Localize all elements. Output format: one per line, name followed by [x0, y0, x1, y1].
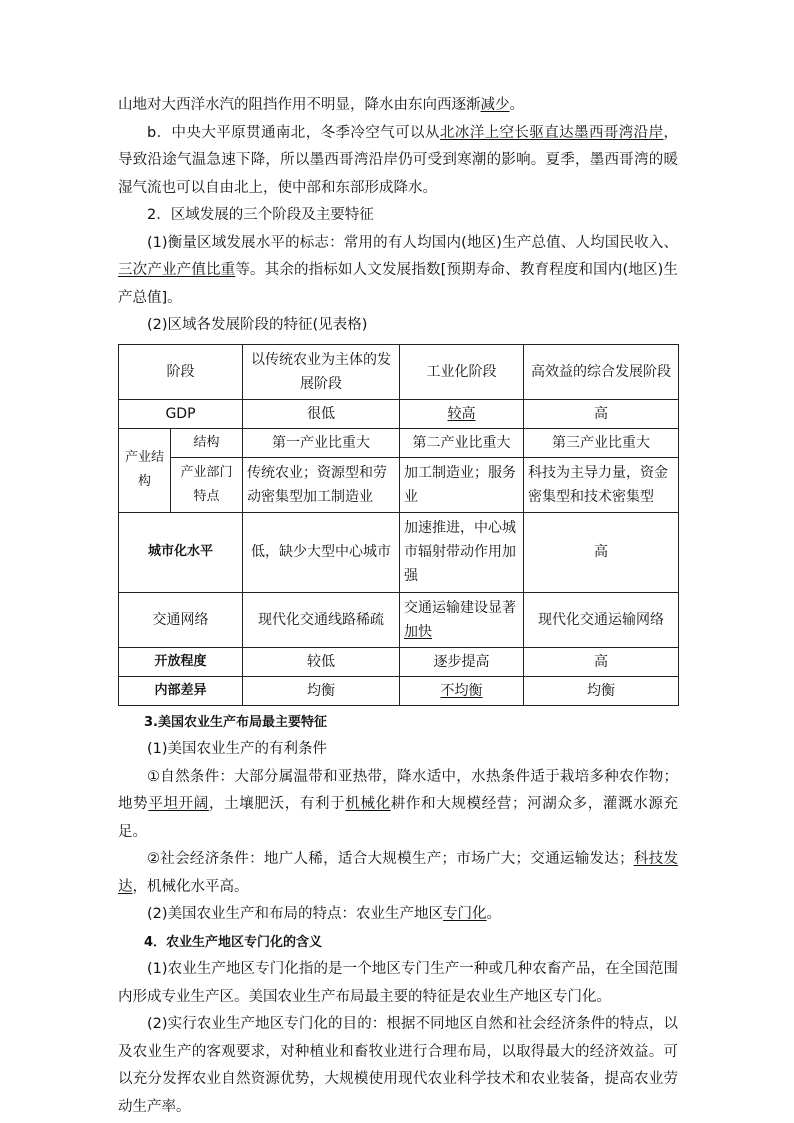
table-row-gdp: GDP 很低 较高 高	[119, 399, 679, 428]
table-row-transport: 交通网络 现代化交通线路稀疏 交通运输建设显著加快 现代化交通运输网络	[119, 592, 679, 647]
paragraph-natural-conditions: ①自然条件：大部分属温带和亚热带，降水适中，水热条件适于栽培多种农作物；地势平坦开阔，土壤肥沃，有利于机械化耕作和大规模经营；河湖众多，灌溉水源充足。	[118, 768, 679, 840]
paragraph-specialization-purpose: (2)实行农业生产地区专门化的目的：根据不同地区自然和社会经济条件的特点，以及农业生产的客观要求，对种植业和畜牧业进行合理布局，以取得最大的经济效益。可以充分发挥农业自然资源优势，大规模使用现代农业科学技术和农业装备，提高农业劳动生产率。	[118, 1016, 678, 1115]
paragraph-central-plain: b．中央大平原贯通南北，冬季冷空气可以从北冰洋上空长驱直达墨西哥湾沿岸，导致沿途气温急速下降，所以墨西哥湾沿岸仍可受到寒潮的影响。夏季，墨西哥湾的暖湿气流也可以自由北上，使中部和东部形成降水。	[118, 124, 679, 196]
paragraph-table-intro: (2)区域各发展阶段的特征(见表格)	[147, 317, 368, 333]
underlined-answer: 北冰洋上空长驱直达墨西哥湾沿岸	[439, 124, 664, 141]
label-industry-structure: 产业结构	[119, 428, 171, 512]
underlined-answer: 减少	[480, 97, 510, 113]
table-row-structure: 产业结构 结构 第一产业比重大 第二产业比重大 第三产业比重大	[119, 428, 679, 457]
underlined-answer: 科技发达	[118, 851, 679, 895]
paragraph-us-agri-conditions: (1)美国农业生产的有利条件	[147, 741, 328, 757]
underlined-answer: 三次产业产值比重	[118, 262, 236, 278]
section-heading-4: 4．农业生产地区专门化的含义	[144, 934, 323, 950]
header-industrialization: 工业化阶段	[400, 344, 524, 399]
section-heading-2: 2．区域发展的三个阶段及主要特征	[147, 207, 374, 223]
header-comprehensive-development: 高效益的综合发展阶段	[524, 344, 679, 399]
paragraph-us-agri-features: (2)美国农业生产和布局的特点：农业生产地区专门化。	[147, 906, 502, 922]
paragraph-socioeconomic-conditions: ②社会经济条件：地广人稀，适合大规模生产；市场广大；交通运输发达；科技发达，机械化水平高。	[118, 851, 679, 895]
document-page	[118, 92, 678, 1121]
underlined-answer: 加快	[404, 623, 432, 640]
underlined-answer: 不均衡	[440, 682, 483, 699]
underlined-answer: 机械化	[345, 796, 391, 812]
table-row-openness: 开放程度 较低 逐步提高 高	[119, 647, 679, 676]
underlined-answer: 较高	[447, 405, 476, 422]
underlined-answer: 平坦开阔	[148, 796, 209, 812]
header-stage: 阶段	[119, 344, 243, 399]
table-row-urbanization: 城市化水平 低，缺少大型中心城市 加速推进，中心城市辐射带动作用加强 高	[119, 512, 679, 592]
table-header-row	[119, 344, 679, 399]
underlined-answer: 专门化	[443, 906, 487, 922]
development-stages-table	[118, 344, 679, 706]
paragraph-specialization-definition: (1)农业生产地区专门化指的是一个地区专门生产一种或几种农畜产品，在全国范围内形成专业生产区。美国农业生产布局最主要的特征是农业生产地区专门化。	[118, 961, 678, 1005]
paragraph-rainfall: 山地对大西洋水汽的阻挡作用不明显，降水由东向西逐渐减少。	[118, 97, 524, 113]
section-heading-3: 3.美国农业生产布局最主要特征	[144, 714, 327, 730]
header-traditional-agriculture: 以传统农业为主体的发展阶段	[243, 344, 400, 399]
paragraph-development-indicators: (1)衡量区域发展水平的标志：常用的有人均国内(地区)生产总值、人均国民收入、三次产业产值比重等。其余的指标如人文发展指数[预期寿命、教育程度和国内(地区)生产总值]。	[118, 234, 679, 306]
table-row-internal-difference: 内部差异 均衡 不均衡 均衡	[119, 676, 679, 705]
table-row-sector: 产业部门特点 传统农业；资源型和劳动密集型加工制造业 加工制造业；服务业 科技为主导力量，资金密集型和技术密集型	[119, 457, 679, 512]
